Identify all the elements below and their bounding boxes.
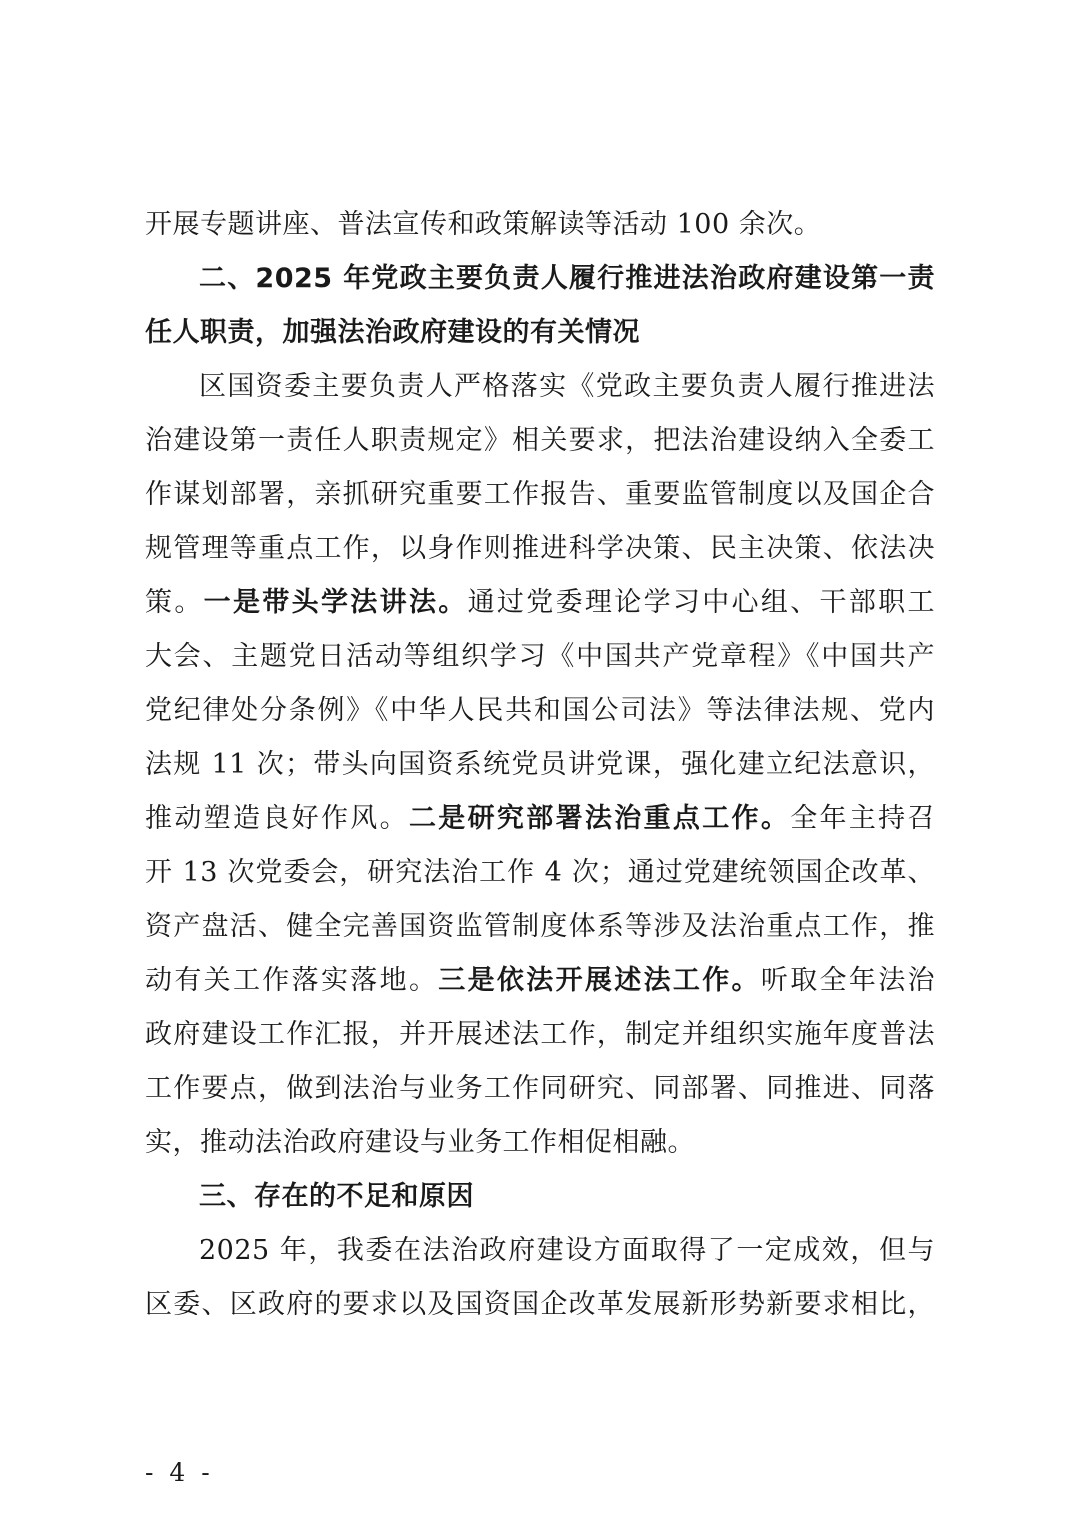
section-heading-line: 任人职责，加强法治政府建设的有关情况 (145, 317, 640, 348)
paragraph-line: 规管理等重点工作，以身作则推进科学决策、民主决策、依法决 (145, 533, 935, 564)
emphasis-text: 一是带头学法讲法。 (203, 587, 468, 618)
paragraph-line: 大会、主题党日活动等组织学习《中国共产党章程》《中国共产 (145, 641, 935, 672)
paragraph-line (145, 964, 935, 998)
paragraph-line: 开展专题讲座、普法宣传和政策解读等活动 100 余次。 (145, 209, 822, 240)
line-text: 动有关工作落实落地。 (145, 965, 439, 996)
paragraph-line: 党纪律处分条例》《中华人民共和国公司法》等法律法规、党内 (145, 695, 935, 726)
line-text: 推动塑造良好作风。 (145, 803, 409, 834)
paragraph-line: 实，推动法治政府建设与业务工作相促相融。 (145, 1127, 695, 1158)
paragraph-line: 区国资委主要负责人严格落实《党政主要负责人履行推进法 (199, 371, 935, 402)
line-text: 听取全年法治 (760, 965, 936, 996)
paragraph-line: 2025 年，我委在法治政府建设方面取得了一定成效，但与 (199, 1235, 935, 1266)
line-text: 策。 (145, 587, 204, 618)
paragraph-line: 资产盘活、健全完善国资监管制度体系等涉及法治重点工作，推 (145, 911, 935, 942)
paragraph-line: 作谋划部署，亲抓研究重要工作报告、重要监管制度以及国企合 (145, 479, 935, 510)
paragraph-line: 法规 11 次；带头向国资系统党员讲党课，强化建立纪法意识， (145, 749, 935, 780)
paragraph-line (145, 586, 935, 620)
line-text: 全年主持召 (790, 803, 936, 834)
line-text: 通过党委理论学习中心组、干部职工 (467, 587, 936, 618)
paragraph-line: 开 13 次党委会，研究法治工作 4 次；通过党建统领国企改革、 (145, 857, 935, 888)
emphasis-text: 二是研究部署法治重点工作。 (408, 803, 791, 834)
section-heading-line: 二、2025 年党政主要负责人履行推进法治政府建设第一责 (199, 263, 935, 294)
paragraph-line: 治建设第一责任人职责规定》相关要求，把法治建设纳入全委工 (145, 425, 935, 456)
paragraph-line: 政府建设工作汇报，并开展述法工作，制定并组织实施年度普法 (145, 1019, 935, 1050)
paragraph-line (145, 802, 935, 836)
paragraph-line: 区委、区政府的要求以及国资国企改革发展新形势新要求相比， (145, 1289, 935, 1320)
paragraph-line: 工作要点，做到法治与业务工作同研究、同部署、同推进、同落 (145, 1073, 935, 1104)
section-heading-line: 三、存在的不足和原因 (199, 1181, 474, 1212)
page-number: - 4 - (145, 1458, 214, 1487)
emphasis-text: 三是依法开展述法工作。 (438, 965, 761, 996)
